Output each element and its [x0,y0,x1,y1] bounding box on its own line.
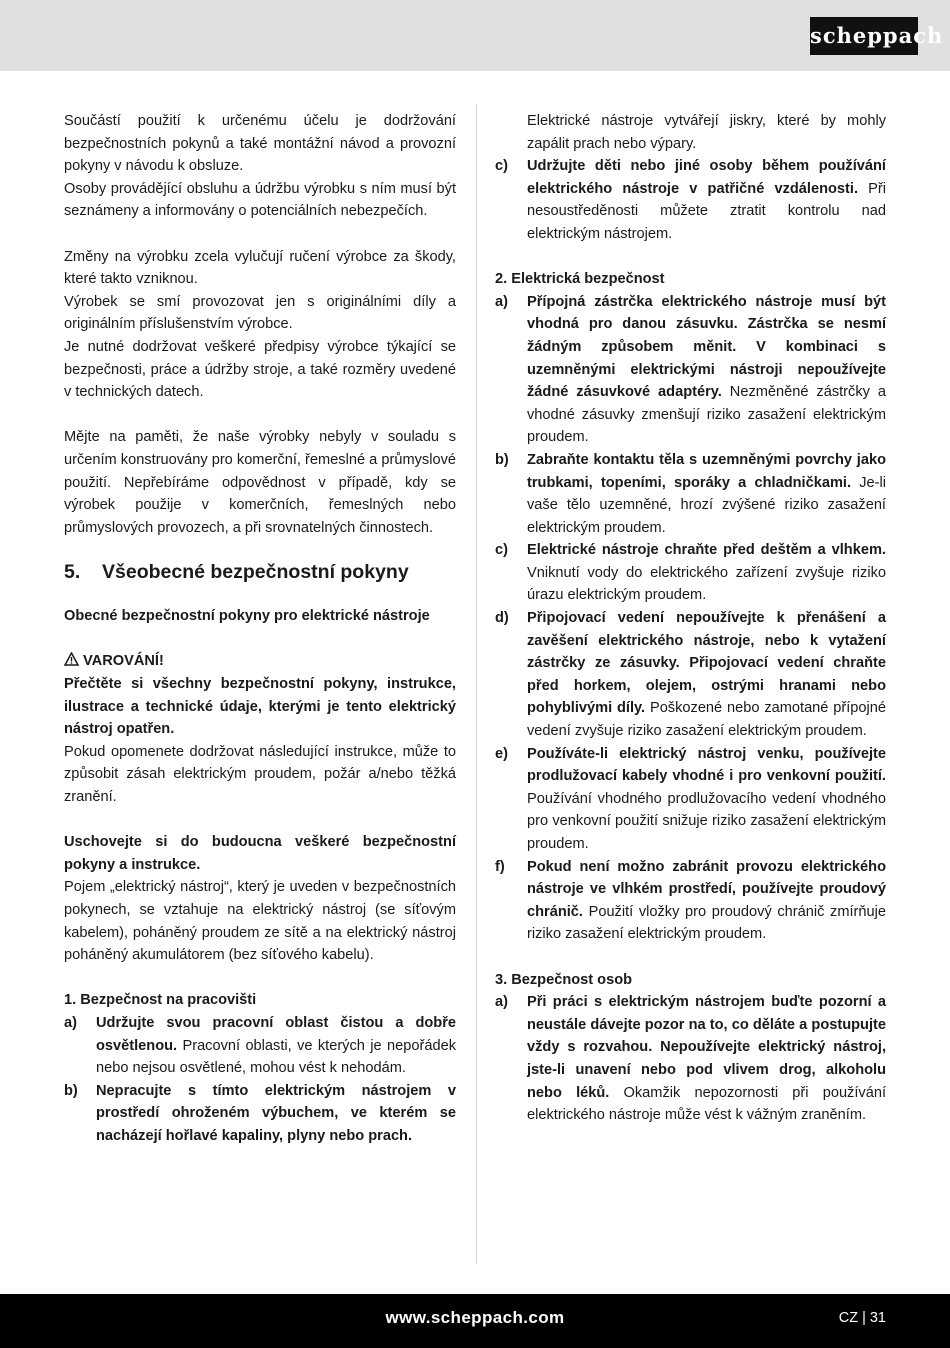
list-item-text: Udržujte děti nebo jiné osoby během používání elektrického nástroje v patřičné vzdálenosti. Při nesoustředěnosti můžete ztratit kontrolu nad elektrickým nástrojem. [527,158,886,242]
list-item-text: Pokud není možno zabránit provozu elektrického nástroje ve vlhkém prostředí, používejte proudový chránič. Použití vložky pro proudový chránič zmírňuje riziko zasažení elektrickým proudem. [527,858,886,943]
warning-triangle-icon [64,652,79,666]
list-item-label: a) [495,994,508,1011]
list-item-text: Přípojná zástrčka elektrického nástroje musí být vhodná pro danou zásuvku. Zástrčka se nesmí žádným způsobem měnit. V kombinaci s uzemněnými elektrickými nástroji nepoužívejte žádné zásuvkové adaptéry. Nezměněné zástrčky a vhodné zásuvky zmenšují riziko zasažení elektrickým proudem. [527,293,886,446]
paragraph: Osoby provádějící obsluhu a údržbu výrobku s ním musí být seznámeny a informovány o potenciálních nebezpečích. [64,180,456,220]
subsection-heading: 1. Bezpečnost na pracovišti [64,992,257,1009]
list-item-text: Elektrické nástroje vytvářejí jiskry, které by mohly zapálit prach nebo výpary. [527,113,886,152]
left-column [64,110,456,1148]
paragraph: Změny na výrobku zcela vylučují ručení výrobce za škody, které takto vzniknou. [64,248,456,288]
paragraph: Pojem „elektrický nástroj“, který je uveden v bezpečnostních pokynech, se vztahuje na elektrický nástroj (se síťovým kabelem), poháněný proudem ze sítě a na elektrický nástroj poháněný akumulátorem (bez síťového kabelu). [64,879,456,964]
list-item [64,1012,456,1080]
list-item [495,449,886,539]
page-number: CZ | 31 [838,1310,886,1326]
list-item [495,155,886,245]
paragraph: Výrobek se smí provozovat jen s originálními díly a originálním příslušenstvím výrobce. [64,293,456,333]
list-item [64,1080,456,1148]
website-url: www.scheppach.com [385,1308,565,1327]
list-item-label: a) [64,1014,77,1031]
paragraph: Součástí použití k určenému účelu je dodržování bezpečnostních pokynů a také montážní návod a provozní pokyny v návodu k obsluze. [64,113,456,175]
scheppach-logo: scheppach [810,17,918,55]
list-item-label: b) [64,1082,78,1099]
list-item [495,856,886,946]
page-footer [0,1294,950,1348]
right-column [495,110,886,1127]
list-item-label: e) [495,745,508,762]
list-item-continued [495,110,886,155]
list-item-label: a) [495,293,508,310]
warning-heading [64,650,456,673]
list-item [495,607,886,743]
list-item-label: b) [495,451,509,468]
list-item [495,539,886,607]
list-item-text: Používáte-li elektrický nástroj venku, používejte prodlužovací kabely vhodné i pro venkovní použití. Používání vhodného prodlužovacího vedení vhodného pro venkovní použití snižuje riziko zasažení elektrickým proudem. [527,745,886,852]
subheading: Obecné bezpečnostní pokyny pro elektrické nástroje [64,608,430,625]
warning-bold-text: Přečtěte si všechny bezpečnostní pokyny, instrukce, ilustrace a technické údaje, kterými je tento elektrický nástroj opatřen. [64,676,456,738]
column-divider [476,104,477,1264]
list-item-label: f) [495,858,505,875]
list-item-text: Udržujte svou pracovní oblast čistou a dobře osvětlenou. Pracovní oblasti, ve kterých je nepořádek nebo nejsou osvětlené, mohou vést k nehodám. [96,1014,456,1077]
paragraph: Je nutné dodržovat veškeré předpisy výrobce týkající se bezpečnosti, práce a údržby stroje, a také rozměry uvedené v technických datech. [64,338,456,401]
warning-label: VAROVÁNÍ! [83,653,164,670]
paragraph: Mějte na paměti, že naše výrobky nebyly v souladu s určením konstruovány pro komerční, řemeslné a průmyslové použití. Nepřebíráme odpovědnost v případě, kdy se výrobek použije v komerčních, řemeslných nebo průmyslových provozech, a při srovnatelných činnostech. [64,429,456,536]
keep-instructions-heading: Uschovejte si do budoucna veškeré bezpečnostní pokyny a instrukce. [64,834,456,873]
list-item-text: Zabraňte kontaktu těla s uzemněnými povrchy jako trubkami, topeními, sporáky a chladničkami. Je-li vaše tělo uzemněné, hrozí zvýšené riziko zasažení elektrickým proudem. [527,451,887,536]
list-item [495,991,886,1127]
subsection-heading: 2. Elektrická bezpečnost [495,271,665,288]
list-item [495,743,886,856]
section-title: Všeobecné bezpečnostní pokyny [102,561,409,584]
list-item-text: Při práci s elektrickým nástrojem buďte pozorní a neustále dávejte pozor na to, co děláte a postupujte vždy s rozvahou. Nepoužívejte elektrický nástroj, jste-li unavení nebo pod vlivem drog, alkoholu nebo léků. Okamžik nepozornosti při používání elektrického nástroje může vést k vážným zraněním. [527,994,886,1124]
section-heading [64,557,456,587]
warning-text: Pokud opomenete dodržovat následující instrukce, může to způsobit zásah elektrickým proudem, požár a/nebo těžká zranění. [64,743,456,806]
list-item-label: c) [495,158,508,175]
list-item-text: Nepracujte s tímto elektrickým nástrojem v prostředí ohroženém výbuchem, ve kterém se nacházejí hořlavé kapaliny, plyny nebo prach. [96,1082,456,1144]
list-item-label: d) [495,610,509,627]
subsection-heading: 3. Bezpečnost osob [495,971,633,988]
list-item [495,291,886,449]
list-item-text: Elektrické nástroje chraňte před deštěm a vlhkem. Vniknutí vody do elektrického zařízení zvyšuje riziko úrazu elektrickým proudem. [527,542,886,604]
section-number: 5. [64,561,81,584]
list-item-label: c) [495,542,508,559]
list-item-text: Připojovací vedení nepoužívejte k přenášení a zavěšení elektrického nástroje, nebo k vytažení zástrčky ze zásuvky. Připojovací vedení chraňte před horkem, olejem, ostrými hranami nebo pohyblivými díly. Poškozené nebo zamotané přípojné vedení zvyšuje riziko zasažení elektrickým proudem. [527,610,887,740]
page-header [0,0,950,71]
